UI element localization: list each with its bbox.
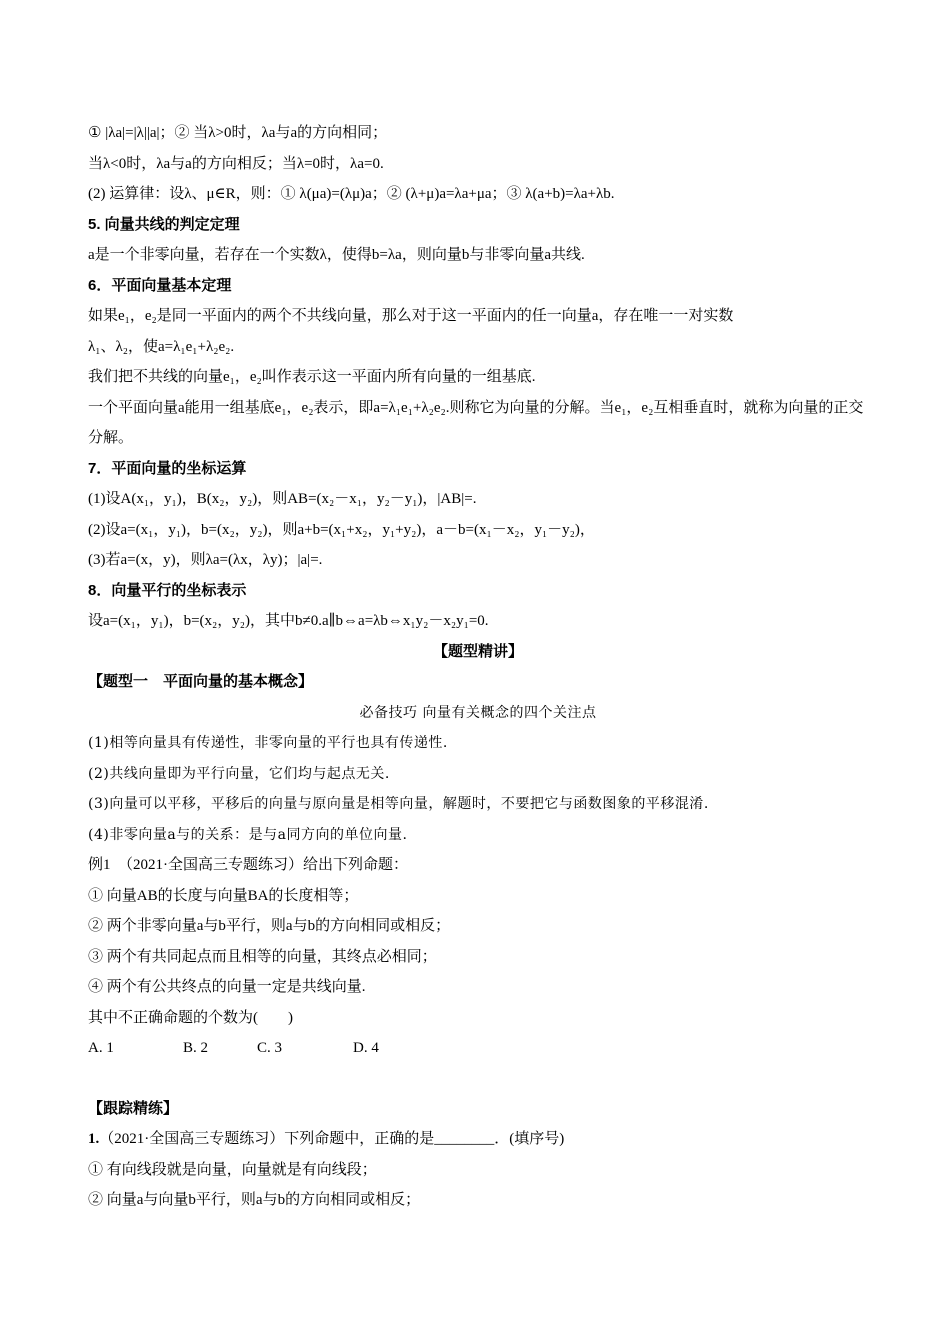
option-a: A. 1 <box>88 1040 114 1056</box>
example-title: 例1 （2021·全国高三专题练习）给出下列命题： <box>88 857 408 873</box>
option-c: C. 3 <box>257 1040 283 1056</box>
tip-title: 必备技巧 向量有关概念的四个关注点 <box>359 704 597 721</box>
section-title: 【题型精讲】 <box>432 642 523 660</box>
example-item: ③ 两个有共同起点而且相等的向量，其终点必相同； <box>88 948 437 965</box>
text-line: 一个平面向量a能用一组基底e₁，e₂表示，即a=λ₁e₁+λ₂e₂.则称它为向量的分解。当e₁，e₂互相垂直时，就称为向量的正交分解。 <box>88 399 864 446</box>
example-question: 其中不正确命题的个数为( ) <box>88 1009 293 1026</box>
tip-item: (3)向量可以平移，平移后的向量与原向量是相等向量，解题时，不要把它与函数图象的平移混淆. <box>88 796 709 812</box>
text-line: (2)设a=(x₁，y₁)，b=(x₂，y₂)，则a+b=(x₁+x₂，y₁+y₂)，a－b=(x₁－x₂，y₁－y₂)， <box>88 521 595 538</box>
question-text: （2021·全国高三专题练习）下列命题中，正确的是________．(填序号) <box>99 1131 565 1147</box>
example-item: ① 向量AB的长度与向量BA的长度相等； <box>88 887 359 904</box>
option-d: D. 4 <box>353 1040 379 1056</box>
text-line: (1)设A(x₁，y₁)，B(x₂，y₂)，则AB=(x₂－x₁，y₂－y₁)，|AB|=. <box>88 491 477 507</box>
type-title: 【题型一 平面向量的基本概念】 <box>88 673 314 690</box>
text-line: a是一个非零向量，若存在一个实数λ，使得b=λa，则向量b与非零向量a共线. <box>88 247 585 263</box>
heading-6: 6．平面向量基本定理 <box>88 276 232 294</box>
heading-5: 5. 向量共线的判定定理 <box>88 215 240 233</box>
practice-item: ① 有向线段就是向量，向量就是有向线段； <box>88 1161 377 1178</box>
text-line: 我们把不共线的向量e₁，e₂叫作表示这一平面内所有向量的一组基底. <box>88 369 536 385</box>
text-line: 当λ<0时，λa与a的方向相反；当λ=0时，λa=0. <box>88 155 384 172</box>
text-line: 设a=(x₁，y₁)，b=(x₂，y₂)，其中b≠0.a∥b⇔a=λb⇔x₁y₂－x₂y₁=0. <box>88 613 489 629</box>
tip-item: (1)相等向量具有传递性，非零向量的平行也具有传递性. <box>88 735 448 751</box>
option-b: B. 2 <box>183 1040 209 1056</box>
example-item: ② 两个非零向量a与b平行，则a与b的方向相同或相反； <box>88 918 451 934</box>
tip-item: (4)非零向量a与的关系：是与a同方向的单位向量. <box>88 826 408 843</box>
question-number: 1. <box>88 1131 100 1147</box>
heading-7: 7．平面向量的坐标运算 <box>88 459 247 477</box>
example-item: ④ 两个有公共终点的向量一定是共线向量. <box>88 979 366 995</box>
text-line: ① |λa|=|λ||a|；② 当λ>0时，λa与a的方向相同； <box>88 125 388 141</box>
tip-item: (2)共线向量即为平行向量，它们均与起点无关. <box>88 765 390 782</box>
text-line: (3)若a=(x，y)，则λa=(λx，λy)；|a|=. <box>88 552 323 568</box>
text-line: λ₁、λ₂，使a=λ₁e₁+λ₂e₂. <box>88 338 235 355</box>
spacer <box>88 1064 868 1094</box>
answer-options <box>88 1033 868 1064</box>
practice-question <box>88 1124 868 1155</box>
practice-title: 【跟踪精练】 <box>88 1099 179 1117</box>
document-page <box>88 118 868 1216</box>
text-line: 如果e₁，e₂是同一平面内的两个不共线向量，那么对于这一平面内的任一向量a，存在唯一一对实数 <box>88 308 734 324</box>
practice-item: ② 向量a与向量b平行，则a与b的方向相同或相反； <box>88 1192 421 1208</box>
heading-8: 8．向量平行的坐标表示 <box>88 581 247 599</box>
text-line: (2) 运算律：设λ、μ∈R，则：① λ(μa)=(λμ)a；② (λ+μ)a=λa+μa；③ λ(a+b)=λa+λb. <box>88 186 615 202</box>
